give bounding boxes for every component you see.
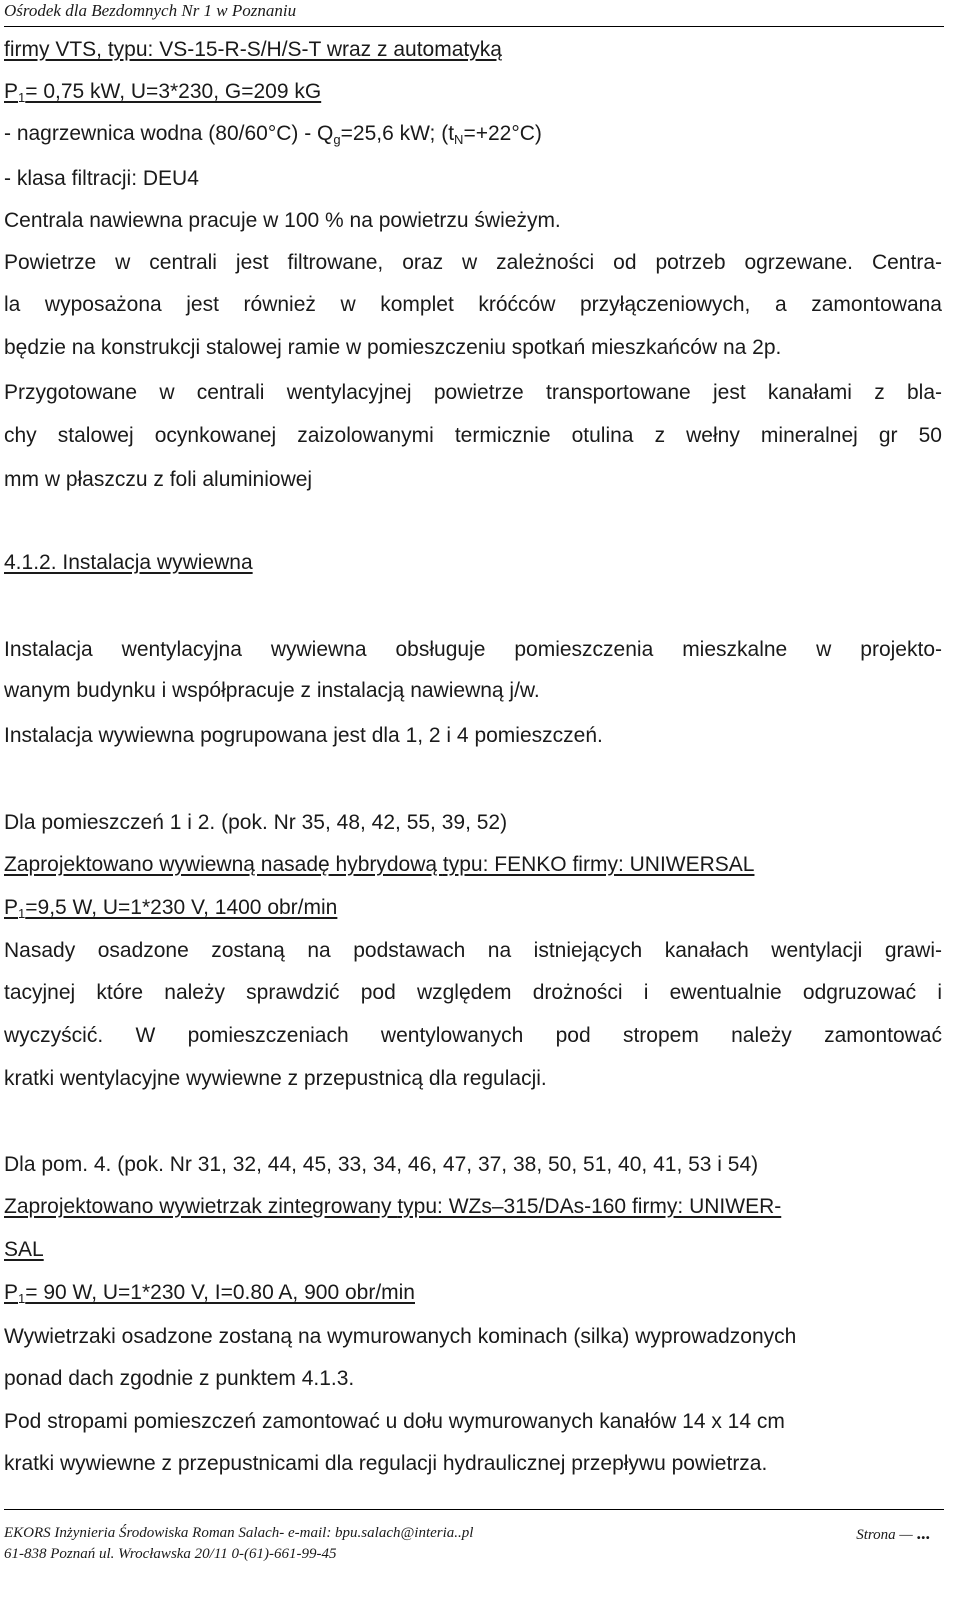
page-header xyxy=(4,0,944,27)
page-dots: ... xyxy=(916,1523,930,1543)
text-line: - klasa filtracji: DEU4 xyxy=(4,167,199,190)
text-line: tacyjnej które należy sprawdzić pod względem drożności i ewentualnie odgruzować i xyxy=(4,981,942,1004)
footer-page-number xyxy=(856,1523,930,1546)
text-line: będzie na konstrukcji stalowej ramie w pomieszczeniu spotkań mieszkańców na 2p. xyxy=(4,336,782,359)
text-line: Instalacja wywiewna pogrupowana jest dla 1, 2 i 4 pomieszczeń. xyxy=(4,724,603,747)
text-line: Instalacja wentylacyjna wywiewna obsługuje pomieszczenia mieszkalne w projekto- xyxy=(4,638,942,661)
page-dash: — xyxy=(899,1527,913,1543)
text-line: Powietrze w centrali jest filtrowane, oraz w zależności od potrzeb ogrzewane. Centra- xyxy=(4,251,942,274)
text-line: Dla pom. 4. (pok. Nr 31, 32, 44, 45, 33, 34, 46, 47, 37, 38, 50, 51, 40, 41, 53 i 54) xyxy=(4,1153,759,1176)
text-line: Wywietrzaki osadzone zostaną na wymurowanych kominach (silka) wyprowadzonych xyxy=(4,1325,797,1348)
text-line: Zaprojektowano wywietrzak zintegrowany typu: WZs–315/DAs-160 firmy: UNIWER- xyxy=(4,1195,782,1218)
text-line: $P_1= 90$ W, U=1*230 V, I=0.80 A, 900 obr/min xyxy=(4,1281,415,1306)
text-line: chy stalowej ocynkowanej zaizolowanymi termicznie otulina z wełny mineralnej gr 50 xyxy=(4,424,942,447)
text-line: Przygotowane w centrali wentylacyjnej powietrze transportowane jest kanałami z bla- xyxy=(4,381,942,404)
text-line: Zaprojektowano wywiewną nasadę hybrydową typu: FENKO firmy: UNIWERSAL xyxy=(4,853,755,876)
text-line: wanym budynku i współpracuje z instalacją nawiewną j/w. xyxy=(4,679,540,702)
section-heading: 4.1.2. Instalacja wywiewna xyxy=(4,551,253,574)
text-line: kratki wentylacyjne wywiewne z przepustnicą dla regulacji. xyxy=(4,1067,547,1090)
text-line: Pod stropami pomieszczeń zamontować u dołu wymurowanych kanałów 14 x 14 cm xyxy=(4,1410,785,1433)
text-line: SAL xyxy=(4,1238,44,1261)
page-footer xyxy=(4,1509,944,1596)
text-line: - nagrzewnica wodna $(80/60^\circ C) - Q_g=25,6$ kW; $(t_N=+22^\circ C)$ xyxy=(4,122,542,147)
footer-address-line: 61-838 Poznań ul. Wrocławska 20/11 0-(61)-661-99-45 xyxy=(4,1546,337,1562)
text-line: kratki wywiewne z przepustnicami dla regulacji hydraulicznej przepływu powietrza. xyxy=(4,1452,768,1475)
text-line: Centrala nawiewna pracuje w 100 % na powietrzu świeżym. xyxy=(4,209,561,232)
text-line: la wyposażona jest również w komplet króćców przyłączeniowych, a zamontowana xyxy=(4,293,942,316)
text-line: Nasady osadzone zostaną na podstawach na istniejących kanałach wentylacji grawi- xyxy=(4,939,942,962)
page-label: Strona xyxy=(856,1527,896,1543)
footer-company-line: EKORS Inżynieria Środowiska Roman Salach- e-mail: bpu.salach@interia..pl xyxy=(4,1525,474,1541)
text-line: wyczyścić. W pomieszczeniach wentylowanych pod stropem należy zamontować xyxy=(4,1024,942,1047)
text-line: $P_1= 0,75$ kW, U=3*230, G=209 kG xyxy=(4,80,322,105)
text-line: firmy VTS, typu: VS-15-R-S/H/S-T wraz z automatyką xyxy=(4,38,502,61)
text-line: mm w płaszczu z foli aluminiowej xyxy=(4,468,313,491)
header-title: Ośrodek dla Bezdomnych Nr 1 w Poznaniu xyxy=(4,1,297,20)
text-line: ponad dach zgodnie z punktem 4.1.3. xyxy=(4,1367,355,1390)
text-line: Dla pomieszczeń 1 i 2. (pok. Nr 35, 48, 42, 55, 39, 52) xyxy=(4,811,508,834)
text-line: $P_1=9,5$ W, U=1*230 V, 1400 obr/min xyxy=(4,896,338,921)
